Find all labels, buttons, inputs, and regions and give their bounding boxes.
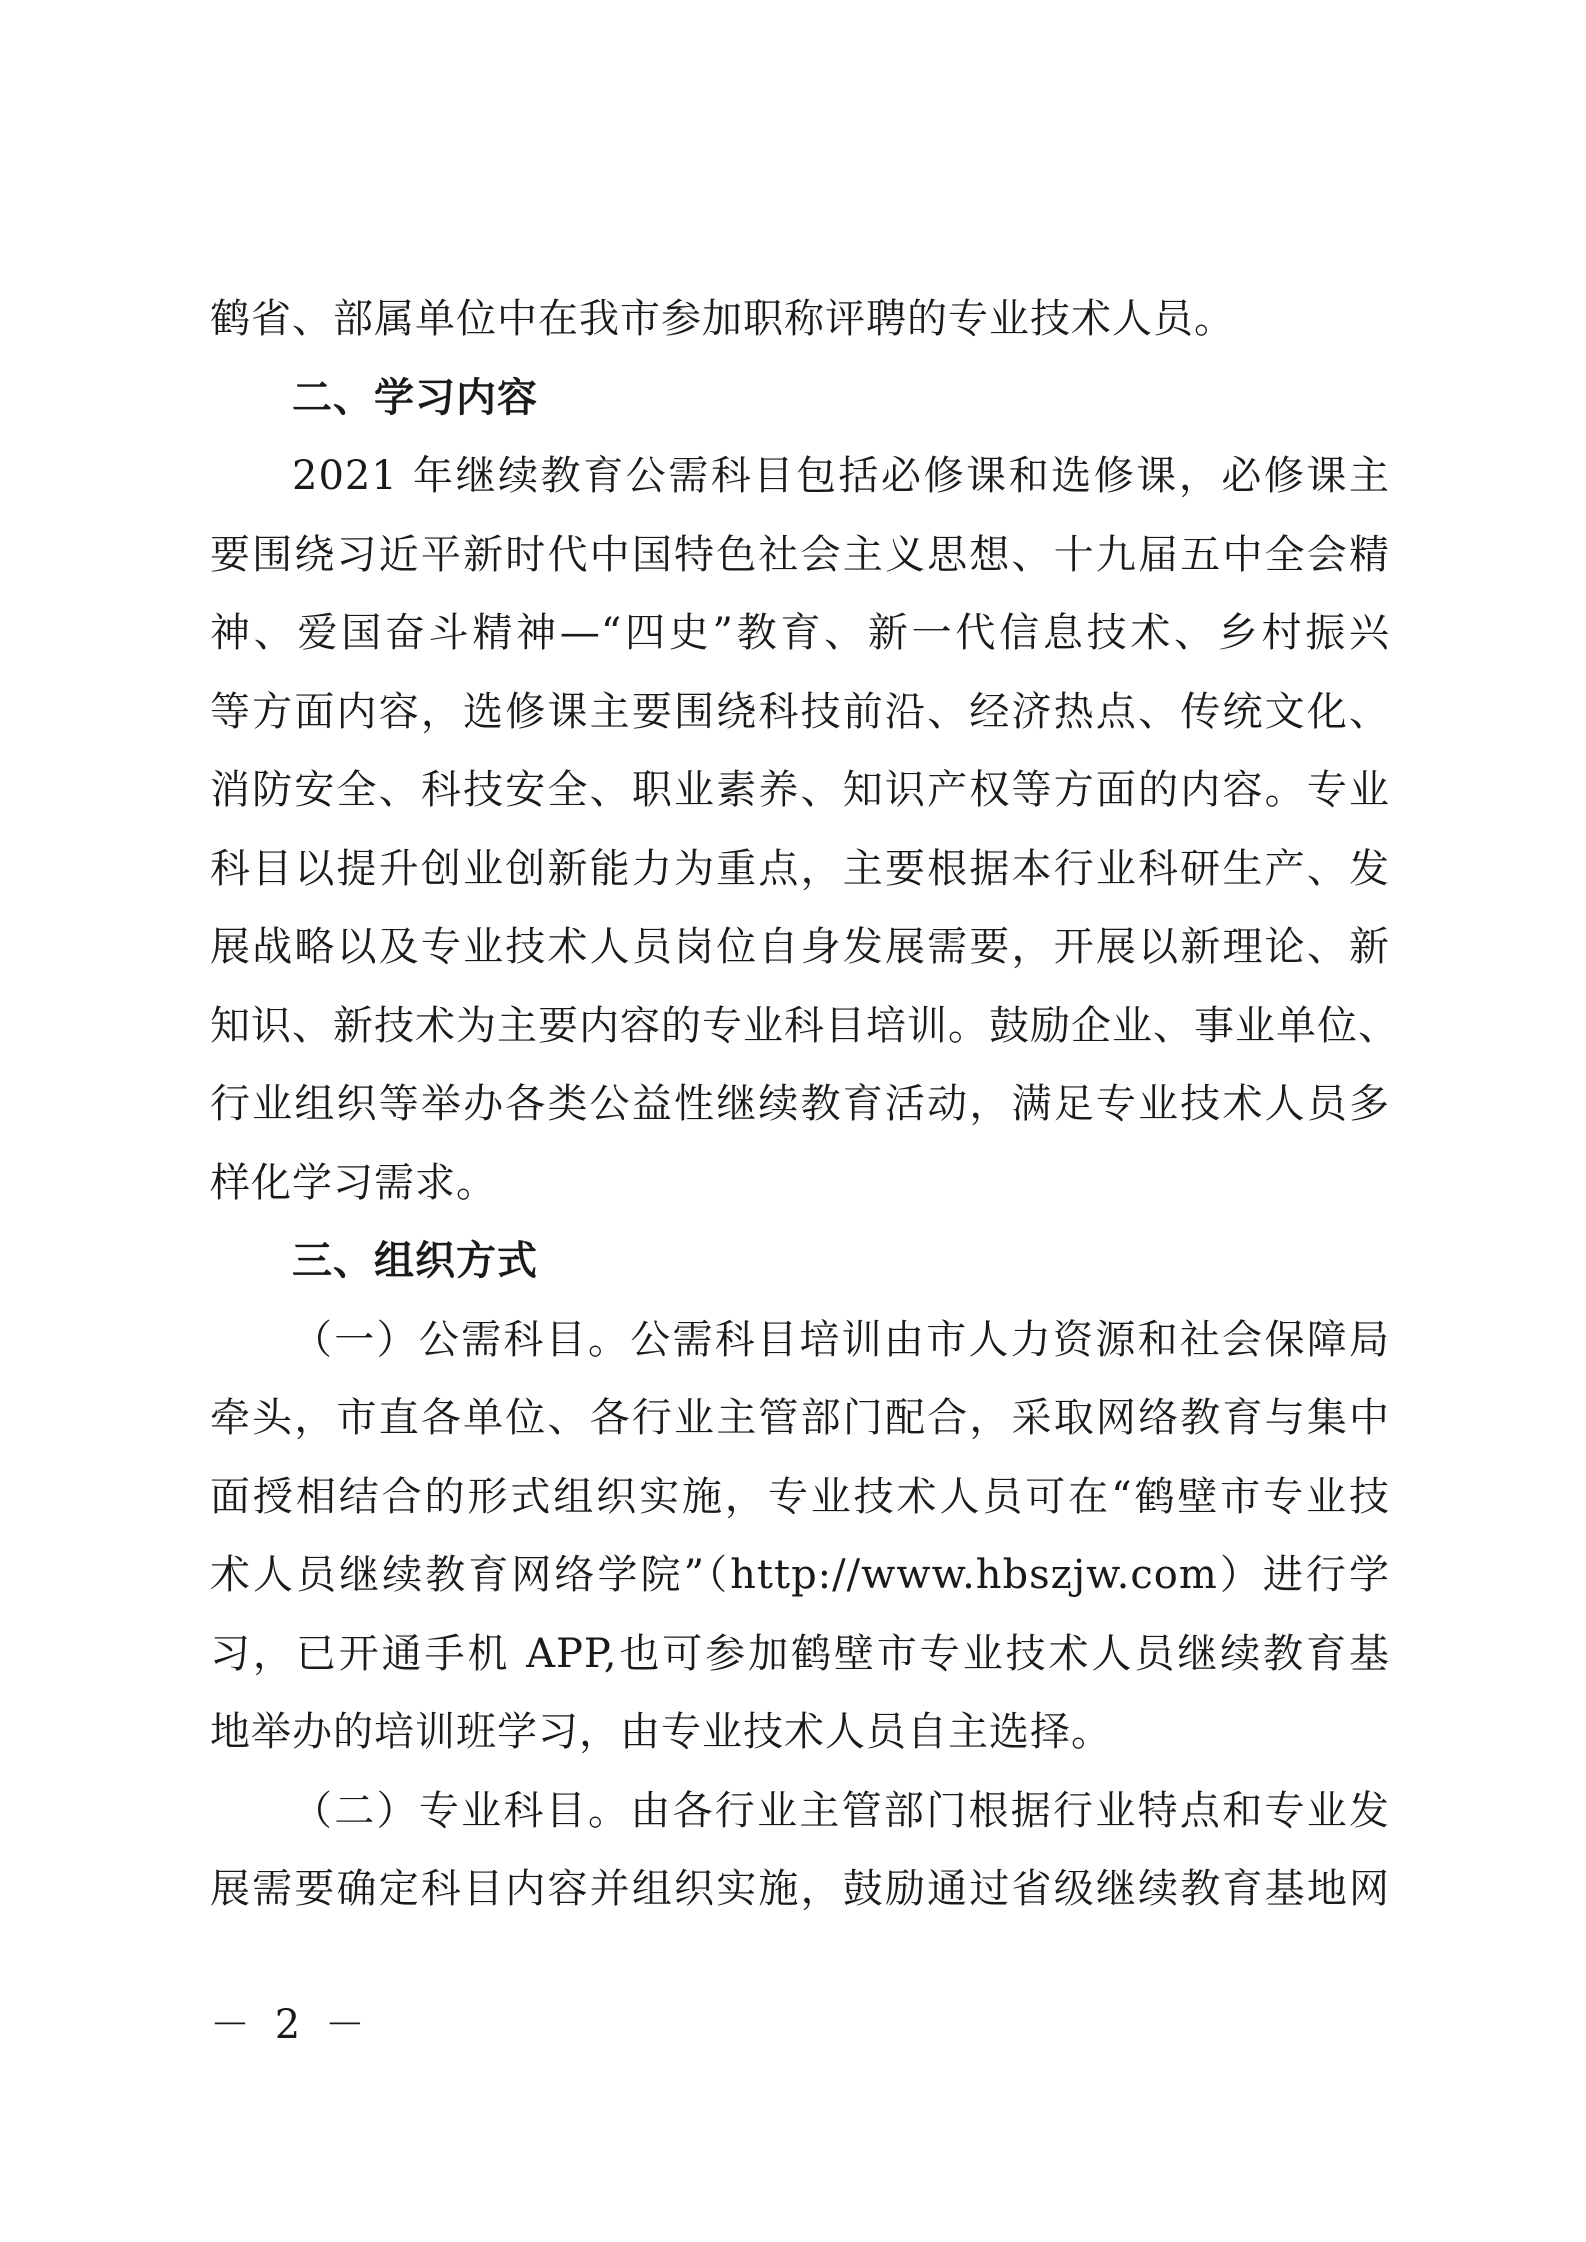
section-heading: 三、组织方式 [292, 1238, 538, 1284]
body-line: 消防安全、科技安全、职业素养、知识产权等方面的内容。专业 [210, 767, 1390, 813]
section-heading: 二、学习内容 [292, 374, 538, 421]
body-line: 地举办的培训班学习，由专业技术人员自主选择。 [210, 1709, 1112, 1755]
body-line: 展战略以及专业技术人员岗位自身发展需要，开展以新理论、新 [210, 924, 1390, 970]
body-line: （一）公需科目。公需科目培训由市人力资源和社会保障局 [292, 1316, 1390, 1363]
body-line: 知识、新技术为主要内容的专业科目培训。鼓励企业、事业单位、 [210, 1002, 1399, 1049]
body-line: 展需要确定科目内容并组织实施，鼓励通过省级继续教育基地网 [210, 1866, 1390, 1912]
body-line: 科目以提升创业创新能力为重点，主要根据本行业科研生产、发 [210, 845, 1390, 892]
body-line: 样化学习需求。 [210, 1159, 497, 1206]
body-line: 神、爱国奋斗精神—“四史”教育、新一代信息技术、乡村振兴 [210, 610, 1390, 656]
body-line: 术人员继续教育网络学院”（http://www.hbszjw.com）进行学 [210, 1552, 1390, 1598]
body-line: 牵头，市直各单位、各行业主管部门配合，采取网络教育与集中 [210, 1395, 1390, 1441]
body-line: 习，已开通手机 APP,也可参加鹤壁市专业技术人员继续教育基 [210, 1630, 1390, 1677]
body-line: 要围绕习近平新时代中国特色社会主义思想、十九届五中全会精 [210, 531, 1390, 578]
body-line: 等方面内容，选修课主要围绕科技前沿、经济热点、传统文化、 [210, 688, 1390, 735]
body-line: 2021 年继续教育公需科目包括必修课和选修课，必修课主 [292, 453, 1390, 499]
body-line: （二）专业科目。由各行业主管部门根据行业特点和专业发 [292, 1787, 1390, 1834]
body-line: 鹤省、部属单位中在我市参加职称评聘的专业技术人员。 [210, 296, 1235, 342]
body-line: 面授相结合的形式组织实施，专业技术人员可在“鹤壁市专业技 [210, 1473, 1390, 1520]
document-body [210, 280, 1399, 1929]
page-number: － 2 － [210, 2002, 371, 2048]
body-line: 行业组织等举办各类公益性继续教育活动，满足专业技术人员多 [210, 1081, 1390, 1127]
